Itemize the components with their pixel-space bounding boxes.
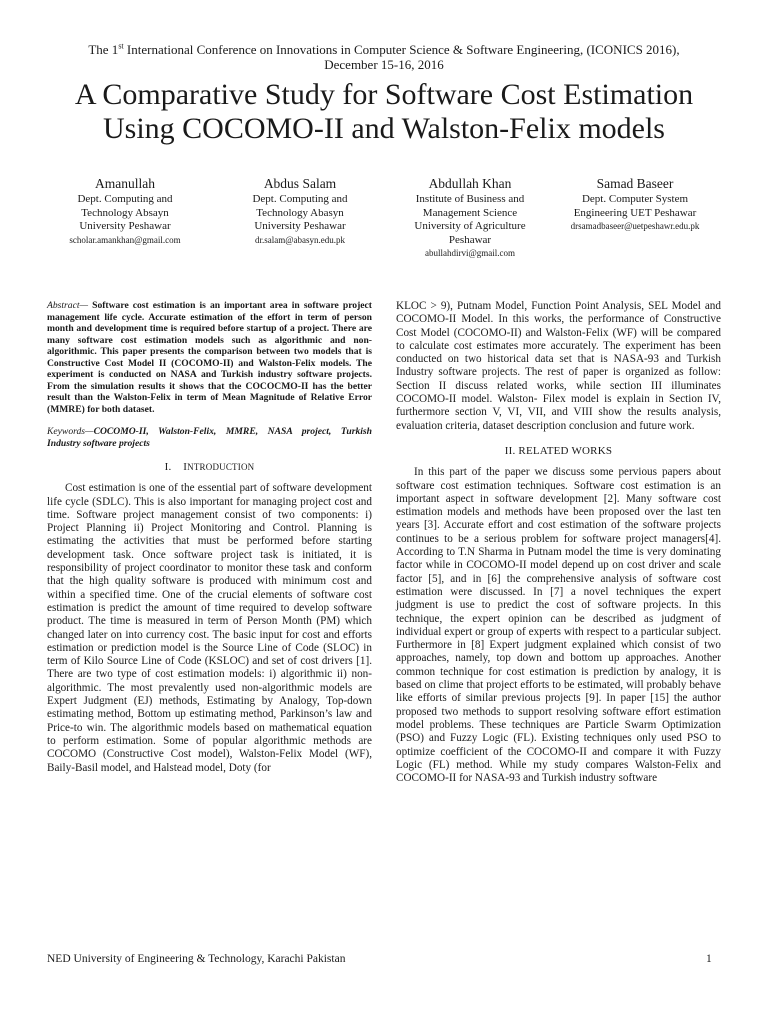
author-email: scholar.amankhan@gmail.com [69,234,181,245]
abstract-text: Software cost estimation is an important area in software project management life cycle. Accurate estimation of the effort in term of person month and development time is required before startup of a project. There are many software cost estimation models such as algorithmic and non-algorithmic. This paper presents the comparison between two models that is Constructive Cost Model II (COCOMO-II) and Walston-Felix models. The experiment is conducted on NASA and Turkish industry software projects. From the simulation results it shows that the COCOCMO-II has the better result than the Walston-Felix in term of Mean Magnitude of Relative Error (MMRE) for both dataset. [47,300,372,415]
related-works-paragraph: In this part of the paper we discuss some pervious papers about software cost estimation techniques. Software cost estimation is an important aspect in software development [2]. Many software cost estimation models and methods have been proposed over the last ten years [3]. Accurate effort and cost estimation of the software projects continues to be a serious problem for software project managers[4]. According to T.N Sharma in Putnam model the time is very dominating factor while in COCOMO-II model depend up on cost driver and scale factor [5], and in [6] the comprehensive analysis of software cost estimation were discussed. In [7] a novel techniques the expert judgment is use to predict the cost of software projects. In this technique, the expert opinion can be described as judgment of individual expert or group of experts with respect to a particular subject. Furthermore in [8] Expert judgment explained which consist of two approaches, namely, top down and bottom up approaches. Another common technique for cost estimation is prediction by analogy, it is based on clime that project efforts to be estimated, will probably behave like efforts of similar previous projects [9]. In paper [15] the author proposed two methods to support resolving software effort estimation model problems. These techniques are Particle Swarm Optimization (PSO) and Fuzzy Logic (FL). Existing techniques only used PSO to optimize coefficient of the COCOMO-II and compare it with Fuzzy Logic (FL) method. While my study compares Walston-Felix and COCOMO-II for NASA-93 and Turkish industry software [396,466,721,785]
author-email: abullahdirvi@gmail.com [424,248,516,258]
conference-header [40,42,728,72]
paper-title-line1: A Comparative Study for Software Cost Estimation [74,78,694,111]
keywords-text: COCOMO-II, Walston-Felix, MMRE, NASA project, Turkish Industry software projects [47,426,372,449]
author-name: Amanullah [95,176,155,191]
affiliation-line: University of Agriculture [414,220,526,232]
author-2 [235,176,365,247]
affiliation-line: Dept. Computing and [252,193,348,205]
author-4 [560,176,710,233]
author-name: Samad Baseer [596,176,674,191]
section-title-first: I [183,461,188,473]
paper-title-line2: Using COCOMO-II and Walston-Felix models [102,112,665,145]
section-title-rest: NTRODUCTION [187,462,255,472]
introduction-paragraph: Cost estimation is one of the essential part of software development life cycle (SDLC). This is also important for managing project cost and time. Software project management consist of two components: i) Project Planning ii) Project Monitoring and Control. Planning is estimating the activities that must be performed before starting development task. Once software project task is initiated, it is responsibility of project coordinator to monitor these task and conform that the high quality software is produced with minimum cost and within a specified time. One of the crucial elements of software cost estimation is predict the amount of time required to develop software product. The time is measured in term of Person Month (PM) which changed later on into currency cost. The basic input for cost and efforts estimation or prediction model is the Source Line of Code (SLOC) in term of Kilo Source Line of Code (KSLOC) and set of cost drivers [1]. There are two type of cost estimation models: i) algorithmic ii) non-algorithmic. The most prevalently used non-algorithmic models are Expert Judgment (EJ) methods, Estimating by Analogy, Top-down estimating method, Bottom up estimating method, Parkinson’s law and Price-to win. The algorithmic models based on mathematical equation to perform estimation. Some of popular algorithmic methods are COCOMO (Constructive Cost model), Walston-Felix Model (WF), Baily-Basil model, and Halstead model, Doty (for [47,482,372,774]
right-column [396,300,721,785]
section-heading-introduction [47,461,372,474]
conference-superscript: st [118,41,124,51]
section-number: I. [164,461,172,473]
author-name: Abdus Salam [263,176,337,191]
author-affiliation [235,193,365,234]
left-column [47,300,372,775]
keywords [47,426,372,449]
author-email: dr.salam@abasyn.edu.pk [254,234,346,245]
conference-prefix: The 1 [88,42,119,57]
author-name: Abdullah Khan [428,176,512,191]
author-3 [395,176,545,260]
affiliation-line: Peshawar [448,233,492,246]
introduction-continued: KLOC > 9), Putnam Model, Function Point Analysis, SEL Model and COCOMO-II Model. In this works, the performance of Constructive Cost Model (COCOMO-II) and Walston-Felix (WF) will be compared to calculate cost estimates more accurately. The experiment has been conducted on two historical data set that is NASA-93 and Turkish Industry software projects. The rest of paper is organized as follow: Section II discuss related works, while section III illuminates COCOMO-II model. Walston- Filex model is explain in Section IV, furthermore section V, VI, VII, and VIII show the results analysis, evaluation criteria, dataset description conclusion and future work. [396,300,721,432]
affiliation-line: University Peshawar [79,220,171,232]
keywords-lead: Keywords— [47,426,94,437]
paper-title [30,78,738,146]
affiliation-line: Technology Abasyn [256,206,344,219]
affiliation-line: Dept. Computing and [77,193,173,205]
author-email: drsamadbaseer@uetpeshawr.edu.pk [570,221,700,231]
abstract [47,300,372,415]
author-affiliation [50,193,200,234]
conference-dates: December 15-16, 2016 [324,57,444,72]
affiliation-line: Management Science [422,206,518,219]
abstract-lead: Abstract— [47,300,89,311]
author-block [50,176,730,266]
footer-institution: NED University of Engineering & Technology, Karachi Pakistan [47,953,346,965]
conference-name: International Conference on Innovations in Computer Science & Software Engineering, (ICONICS 2016), [123,42,680,57]
affiliation-line: Institute of Business and [415,193,525,205]
affiliation-line: University Peshawar [254,220,346,232]
affiliation-line: Technology Absayn [81,206,169,219]
affiliation-line: Dept. Computer System [581,193,689,205]
author-affiliation [560,193,710,220]
author-affiliation [395,193,545,247]
affiliation-line: Engineering UET Peshawar [573,206,697,219]
page-number: 1 [706,953,712,965]
author-1 [50,176,200,247]
section-heading-related-works: II. RELATED WORKS [504,444,613,457]
